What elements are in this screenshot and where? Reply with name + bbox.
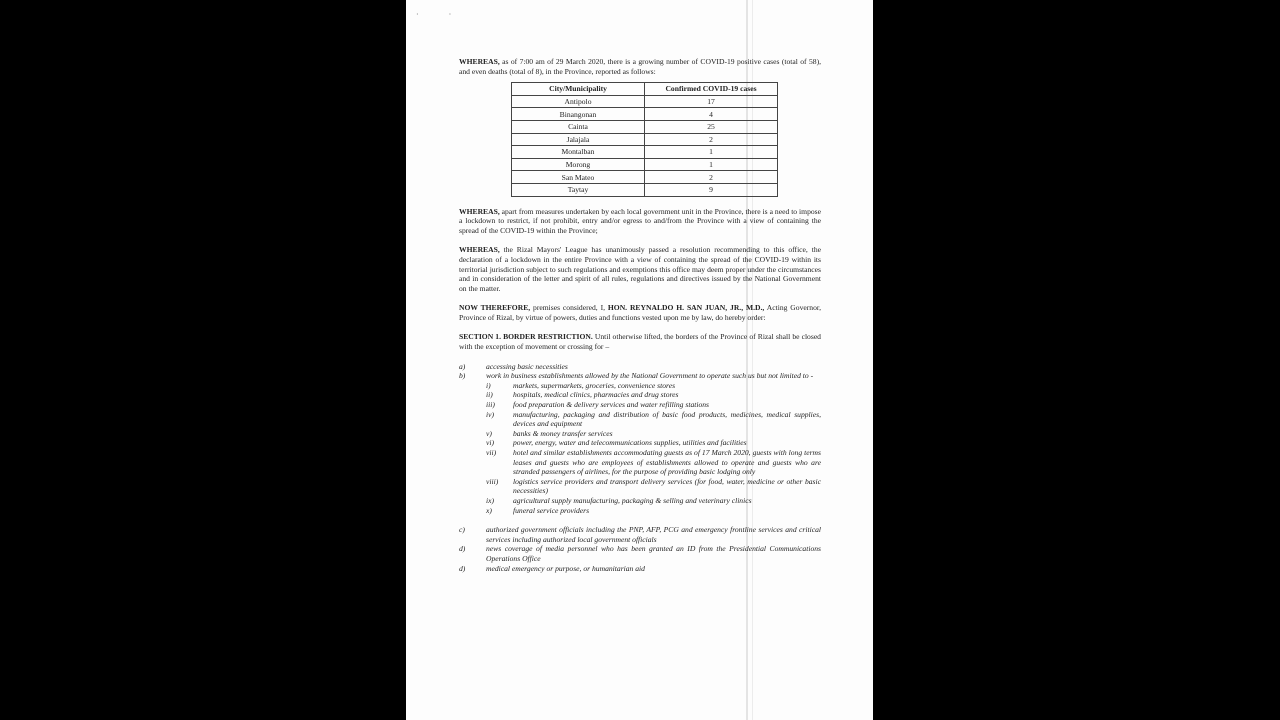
list-item-text: food preparation & delivery services and water refilling stations: [513, 400, 710, 410]
paragraph-lead: WHEREAS,: [459, 57, 500, 66]
list-marker: b): [459, 371, 466, 381]
list-item-text: manufacturing, packaging and distribution of basic food products, medicines, medical supplies, devices and equipment: [513, 409, 821, 429]
table-cell-city: San Mateo: [512, 171, 645, 184]
sublist-item: [486, 496, 821, 506]
table-row: [512, 108, 778, 121]
table-cell-city: Morong: [512, 158, 645, 171]
table-cell-cases: 1: [645, 158, 778, 171]
exemption-list: [459, 362, 821, 573]
table-cell-city: Taytay: [512, 183, 645, 196]
establishment-sublist: [486, 381, 821, 515]
table-header-row: [512, 83, 778, 96]
whereas-paragraph-2: [459, 207, 821, 236]
list-item-text: medical emergency or purpose, or humanitarian aid: [486, 563, 645, 573]
list-item: [459, 362, 821, 372]
list-item-text: markets, supermarkets, groceries, convenience stores: [513, 380, 676, 390]
sublist-item: [486, 400, 821, 410]
table-cell-cases: 2: [645, 171, 778, 184]
sublist-item: [486, 506, 821, 516]
list-item-text: power, energy, water and telecommunications supplies, utilities and facilities: [513, 438, 747, 448]
list-marker: x): [486, 505, 492, 515]
list-marker: iv): [486, 409, 495, 419]
table-row: [512, 120, 778, 133]
table-cell-city: Antipolo: [512, 95, 645, 108]
table-cell-city: Binangonan: [512, 108, 645, 121]
list-marker: d): [459, 563, 466, 573]
list-item-text: banks & money transfer services: [513, 428, 613, 438]
sublist-item: [486, 429, 821, 439]
list-item-text: hospitals, medical clinics, pharmacies and drug stores: [513, 390, 679, 400]
list-marker: d): [459, 544, 466, 554]
list-marker: iii): [486, 400, 495, 410]
list-item-text: accessing basic necessities: [486, 361, 568, 371]
paragraph-text: Until otherwise lifted, the borders of the Province of Rizal shall be closed with the exception of movement or crossing for –: [459, 332, 821, 352]
section-heading: SECTION 1. BORDER RESTRICTION.: [459, 332, 593, 342]
table-row: [512, 158, 778, 171]
now-therefore-paragraph: [459, 303, 821, 322]
paragraph-text: premises considered, I,: [530, 303, 608, 313]
sublist-item: [486, 410, 821, 429]
list-marker: ix): [486, 495, 495, 505]
paragraph-lead: NOW THEREFORE,: [459, 303, 531, 313]
list-marker: c): [459, 525, 465, 535]
list-item-text: hotel and similar establishments accommodating guests as of 17 March 2020, guests with long terms leases and guests who are employees of establishments allowed to operate and guests who are stranded passengers of airlines, for the purpose of providing basic lodging only: [513, 448, 821, 477]
table-row: [512, 183, 778, 196]
table-cell-cases: 17: [645, 95, 778, 108]
sublist-item: [486, 448, 821, 477]
paragraph-lead: WHEREAS,: [459, 206, 500, 216]
list-item: [459, 564, 821, 574]
whereas-paragraph-1: [459, 57, 821, 76]
list-marker: vii): [486, 448, 497, 457]
paragraph-text: as of 7:00 am of 29 March 2020, there is a growing number of COVID-19 positive cases (total of 58), and even deaths (total of 8), in the Province, reported as follows:: [459, 57, 821, 76]
governor-name: HON. REYNALDO H. SAN JUAN, JR., M.D.,: [607, 303, 765, 313]
paragraph-text: the Rizal Mayors' League has unanimously passed a resolution recommending to this office, the declaration of a lockdown in the entire Province with a view of containing the spread of the COVID-19 within its territorial jurisdiction subject to such regulations and exemptions this office may deem proper under the circumstances and in consideration of the letter and spirit of all rules, regulations and directives issued by the National Government on the matter.: [459, 245, 821, 293]
paragraph-text: Acting Governor, Province of Rizal, by virtue of powers, duties and functions vested upon me by law, do hereby order:: [459, 303, 821, 322]
list-item-text: work in business establishments allowed by the National Government to operate such us but not limited to -: [486, 371, 814, 381]
covid-cases-table: [511, 82, 778, 196]
scan-specks: · ·: [416, 10, 466, 19]
list-item-text: logistics service providers and transport delivery services (for food, water, medicine or other basic necessities): [513, 476, 821, 496]
list-item-text: funeral service providers: [513, 505, 590, 515]
table-row: [512, 171, 778, 184]
column-header-city: City/Municipality: [512, 83, 645, 96]
table-cell-cases: 1: [645, 146, 778, 159]
section-1-paragraph: [459, 332, 821, 351]
list-item: [459, 544, 821, 563]
column-header-cases: Confirmed COVID-19 cases: [645, 83, 778, 96]
table-cell-city: Cainta: [512, 120, 645, 133]
table-cell-cases: 25: [645, 120, 778, 133]
list-marker: a): [459, 361, 466, 371]
paragraph-text: apart from measures undertaken by each local government unit in the Province, there is a need to impose a lockdown to restrict, if not prohibit, entry and/or egress to and/from the Province with a view of containing the spread of the COVID-19 within the Province;: [459, 206, 821, 235]
table-cell-city: Jalajala: [512, 133, 645, 146]
list-marker: ii): [486, 390, 493, 400]
list-item: [459, 371, 821, 381]
list-item: [459, 525, 821, 544]
table-cell-cases: 4: [645, 108, 778, 121]
sublist-item: [486, 381, 821, 391]
table-cell-cases: 9: [645, 183, 778, 196]
list-marker: v): [486, 428, 492, 438]
sublist-item: [486, 477, 821, 496]
sublist-item: [486, 390, 821, 400]
list-item-text: authorized government officials including the PNP, AFP, PCG and emergency frontline services and critical services including authorized local government officials: [486, 525, 821, 544]
paragraph-lead: WHEREAS,: [459, 245, 500, 255]
list-item-text: news coverage of media personnel who has been granted an ID from the Presidential Communications Operations Office: [486, 544, 821, 563]
document-body: [459, 57, 821, 573]
whereas-paragraph-3: [459, 245, 821, 293]
table-cell-city: Montalban: [512, 146, 645, 159]
table-row: [512, 146, 778, 159]
table-row: [512, 133, 778, 146]
table-cell-cases: 2: [645, 133, 778, 146]
list-marker: vi): [486, 438, 495, 448]
list-marker: i): [486, 380, 491, 390]
sublist-item: [486, 438, 821, 448]
list-item-text: agricultural supply manufacturing, packaging & selling and veterinary clinics: [513, 495, 752, 505]
list-marker: viii): [486, 476, 499, 486]
table-row: [512, 95, 778, 108]
document-page: [406, 0, 873, 720]
